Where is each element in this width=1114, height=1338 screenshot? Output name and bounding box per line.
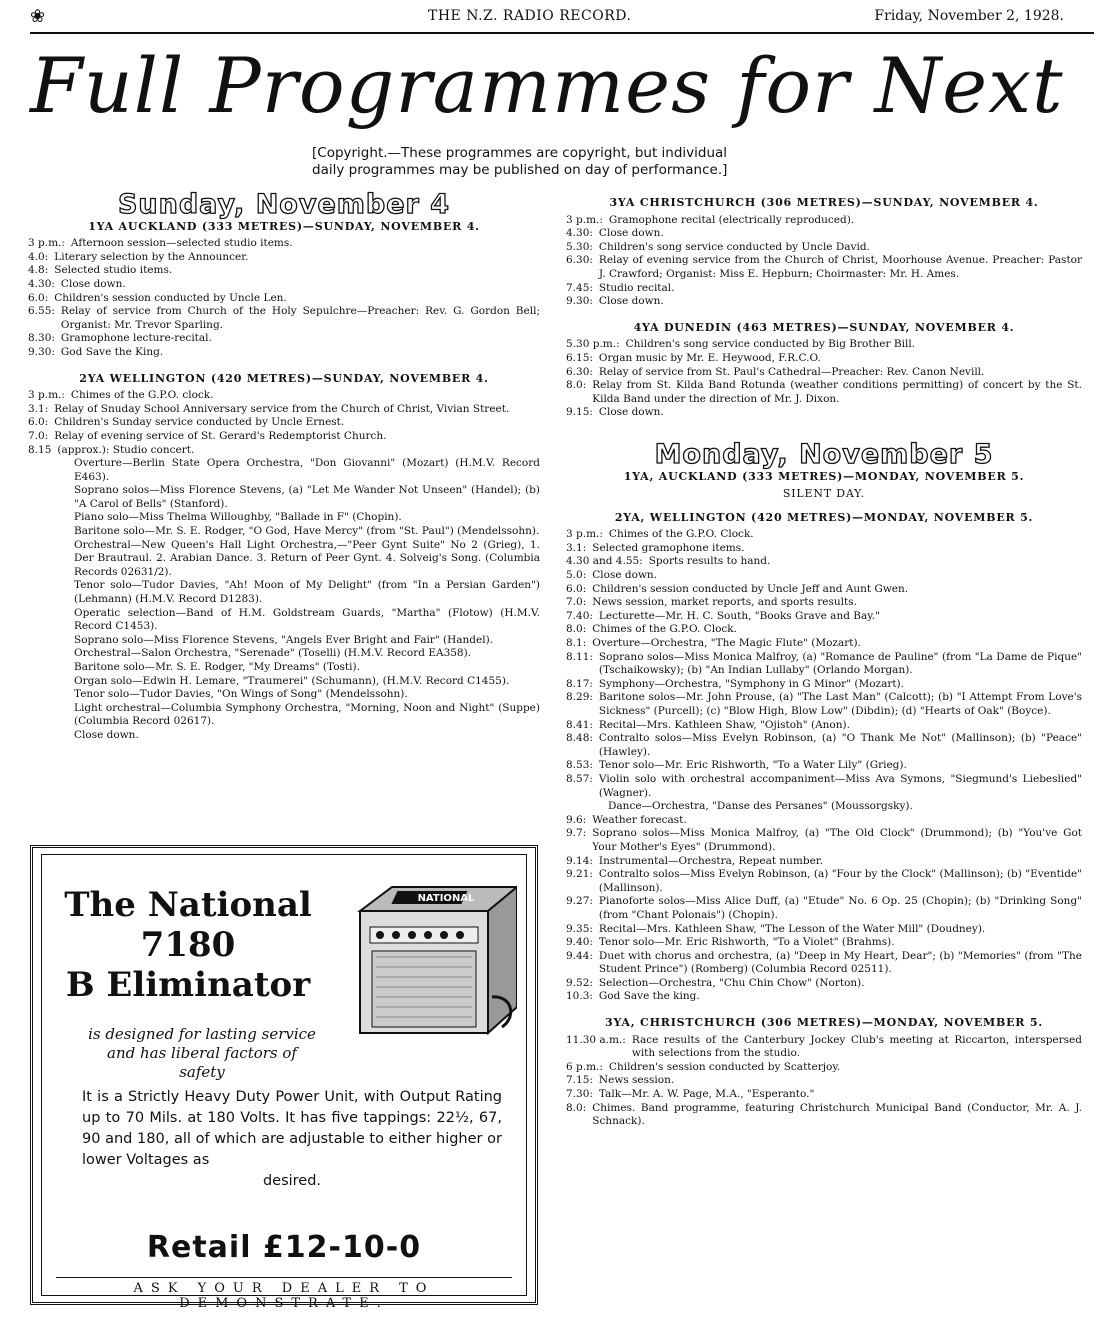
- ad-footer: ASK YOUR DEALER TO DEMONSTRATE.: [133, 1281, 435, 1311]
- programme-description: Children's song service conducted by Big Brother Bill.: [625, 338, 916, 351]
- programme-item: [566, 528, 1082, 542]
- programme-description: Pianoforte solos—Miss Alice Duff, (a) "Etude" No. 6 Op. 25 (Chopin); (b) "Drinking Song" (from "Chant Polonais") (Chopin).: [598, 895, 1082, 921]
- programme-time: 4.30:: [566, 227, 593, 240]
- programme-time: 9.30:: [566, 295, 593, 308]
- programme-description: (approx.): Studio concert.: [57, 443, 195, 456]
- programme-item: [566, 610, 1082, 624]
- programme-description: Relay of service from St. Paul's Cathedral—Preacher: Rev. Canon Nevill.: [598, 365, 985, 378]
- programme-description: News session.: [598, 1074, 675, 1087]
- concert-item: Light orchestral—Columbia Symphony Orchestra, "Morning, Noon and Night" (Suppe) (Columbia Record 02617).: [74, 701, 540, 728]
- programme-description: Relay of evening service of St. Gerard's Redemptorist Church.: [54, 429, 387, 442]
- programme-time: 3 p.m.:: [566, 528, 603, 541]
- programme-item: [566, 227, 1082, 241]
- programme-item: [566, 623, 1082, 637]
- programme-time: 4.30:: [28, 277, 55, 290]
- concert-item: Orchestral—Salon Orchestra, "Serenade" (Toselli) (H.M.V. Record EA358).: [74, 647, 472, 660]
- programme-time: 4.8:: [28, 264, 49, 277]
- programme-item: [566, 542, 1082, 556]
- masthead: THE N.Z. RADIO RECORD.: [428, 8, 632, 24]
- programme-time: 7.30:: [566, 1088, 593, 1101]
- programme-item: [566, 719, 1082, 733]
- programme-description: Organ music by Mr. E. Heywood, F.R.C.O.: [598, 351, 821, 364]
- station-1ya-sunday-title: 1YA AUCKLAND (333 METRES)—SUNDAY, NOVEMBER 4.: [88, 219, 480, 233]
- programme-time: 6.55:: [28, 305, 55, 318]
- advertisement-b-eliminator: [30, 845, 538, 1311]
- programme-description: Contralto solos—Miss Evelyn Robinson, (a) "O Thank Me Not" (Mallinson); (b) "Peace" (Hawley).: [598, 732, 1082, 758]
- programme-description: Close down.: [598, 227, 664, 240]
- programme-time: 8.53:: [566, 759, 593, 772]
- station-1ya-sunday-list: [28, 237, 540, 359]
- programme-time: 9.6:: [566, 813, 587, 826]
- station-3ya-sunday-title: 3YA CHRISTCHURCH (306 METRES)—SUNDAY, NOVEMBER 4.: [609, 196, 1039, 209]
- page-header: [30, 6, 1094, 28]
- programme-item: [566, 366, 1082, 380]
- programme-item: [566, 895, 1082, 922]
- ad-tagline-line-2: and has liberal factors of safety: [107, 1044, 297, 1081]
- programme-description: Studio recital.: [598, 281, 675, 294]
- programme-item: [566, 773, 1082, 800]
- header-rule: [30, 32, 1094, 34]
- programme-description: Lecturette—Mr. H. C. South, "Books Grave and Bay.": [598, 609, 880, 622]
- programme-time: 7.40:: [566, 609, 593, 622]
- programme-item: [28, 430, 540, 444]
- monday-heading: Monday, November 5: [654, 438, 994, 470]
- programme-item: [566, 800, 1082, 814]
- programme-item: [566, 827, 1082, 854]
- programme-description: Relay of evening service from the Church of Christ, Moorhouse Avenue. Preacher: Pastor J. Crawford; Organist: Miss E. Hepburn; Choirmaster: Mr. H. Ames.: [598, 254, 1082, 280]
- ad-body-text: It is a Strictly Heavy Duty Power Unit, with Output Rating up to 70 Mils. at 180 Volts. It has five tappings: 22½, 67, 90 and 180, all of which are adjustable to either higher or lower Voltages as: [82, 1089, 502, 1168]
- programme-time: 8.30:: [28, 332, 55, 345]
- right-column: [566, 196, 1082, 1129]
- programme-item: [566, 1088, 1082, 1102]
- programme-time: 6.0:: [566, 582, 587, 595]
- station-3ya-sunday-list: [566, 214, 1082, 309]
- programme-item: [566, 936, 1082, 950]
- programme-time: 5.30 p.m.:: [566, 338, 620, 351]
- programme-time: 5.30:: [566, 240, 593, 253]
- programme-item: [566, 282, 1082, 296]
- programme-time: 9.40:: [566, 936, 593, 949]
- concert-item: Baritone solo—Mr. S. E. Rodger, "O God, Have Mercy" (from "St. Paul") (Mendelssohn).: [74, 525, 540, 538]
- programme-time: 6.30:: [566, 365, 593, 378]
- programme-description: Contralto solos—Miss Evelyn Robinson, (a) "Four by the Clock" (Mallinson); (b) "Eventide" (Mallinson).: [598, 868, 1082, 894]
- programme-time: 8.1:: [566, 637, 587, 650]
- programme-item: [566, 596, 1082, 610]
- ad-body: [82, 1087, 502, 1192]
- sunday-heading: Sunday, November 4: [117, 189, 451, 220]
- station-4ya-sunday-title: 4YA DUNEDIN (463 METRES)—SUNDAY, NOVEMBER 4.: [633, 320, 1015, 334]
- ad-divider: [56, 1277, 512, 1278]
- programme-item: [28, 332, 540, 346]
- programme-item: [566, 295, 1082, 309]
- programme-item: [28, 237, 540, 251]
- ad-title-line-2: 7180: [140, 925, 236, 965]
- programme-time: 4.0:: [28, 250, 49, 263]
- ad-tagline: [82, 1025, 322, 1082]
- programme-description: Baritone solos—Mr. John Prouse, (a) "The Last Man" (Calcott); (b) "I Attempt From Love's Sickness" (Purcell); (c) "Blow High, Blow Low" (Dibdin); (d) "Hearts of Oak" (Boyce).: [598, 691, 1082, 717]
- programme-description: God Save the king.: [598, 990, 700, 1003]
- programme-description: News session, market reports, and sports results.: [592, 596, 857, 609]
- programme-time: 10.3:: [566, 990, 593, 1003]
- programme-description: Sports results to hand.: [648, 555, 771, 568]
- ad-radio-label: NATIONAL: [417, 893, 475, 904]
- logo-icon: ❀: [30, 6, 46, 27]
- programme-description: Relay from St. Kilda Band Rotunda (weather conditions permitting) of concert by the St. Kilda Band under the direction of Mr. J. Dixon.: [592, 379, 1082, 405]
- concert-item: Piano solo—Miss Thelma Willoughby, "Ballade in F" (Chopin).: [74, 511, 402, 524]
- programme-item: [566, 1061, 1082, 1075]
- programme-time: 3 p.m.:: [28, 237, 65, 250]
- programme-description: Chimes of the G.P.O. Clock.: [608, 528, 754, 541]
- programme-item: [28, 305, 540, 332]
- station-4ya-sunday-list: [566, 338, 1082, 420]
- ad-title-line-3: B Eliminator: [65, 965, 311, 1005]
- programme-description: Dance—Orchestra, "Danse des Persanes" (Moussorgsky).: [608, 800, 913, 813]
- ad-price: Retail £12-10-0: [146, 1230, 422, 1265]
- programme-description: Duet with chorus and orchestra, (a) "Deep in My Heart, Dear"; (b) "Memories" (from "The Student Prince") (Romberg) (Columbia Record 02511).: [598, 949, 1082, 976]
- programme-item: [566, 583, 1082, 597]
- programme-description: Gramophone lecture-recital.: [60, 332, 212, 345]
- station-1ya-monday-note: SILENT DAY.: [782, 487, 866, 501]
- programme-description: Close down.: [60, 277, 126, 290]
- programme-item: [28, 251, 540, 265]
- programme-item: [566, 977, 1082, 991]
- programme-time: 8.41:: [566, 718, 593, 731]
- programme-time: 8.11:: [566, 650, 593, 663]
- programme-description: Children's session conducted by Uncle Len.: [54, 291, 287, 304]
- programme-description: Soprano solos—Miss Monica Malfroy, (a) "The Old Clock" (Drummond); (b) "You've Got Your Mother's Eyes" (Drummond).: [592, 827, 1082, 853]
- programme-time: 8.29:: [566, 691, 593, 704]
- concert-item: Tenor solo—Tudor Davies, "Ah! Moon of My Delight" (from "In a Persian Garden") (Lehmann) (H.M.V. Record D1283).: [74, 579, 540, 606]
- programme-time: 9.30:: [28, 345, 55, 358]
- programme-time: 7.15:: [566, 1074, 593, 1087]
- programme-description: Talk—Mr. A. W. Page, M.A., "Esperanto.": [598, 1088, 815, 1101]
- programme-item: [566, 855, 1082, 869]
- programme-item: [566, 406, 1082, 420]
- programme-item: [566, 1074, 1082, 1088]
- ad-title: [58, 885, 318, 1005]
- programme-description: Tenor solo—Mr. Eric Rishworth, "To a Water Lily" (Grieg).: [598, 759, 907, 772]
- programme-time: 3.1:: [28, 402, 49, 415]
- programme-description: Relay of Snuday School Anniversary service from the Church of Christ, Vivian Street.: [54, 402, 510, 415]
- programme-time: 9.27:: [566, 895, 593, 908]
- programme-time: 8.0:: [566, 379, 587, 392]
- programme-time: [566, 800, 608, 814]
- programme-item: [566, 814, 1082, 828]
- programme-item: [566, 651, 1082, 678]
- programme-item: [28, 403, 540, 417]
- programme-time: 3.1:: [566, 541, 587, 554]
- station-2ya-sunday-title: 2YA WELLINGTON (420 METRES)—SUNDAY, NOVEMBER 4.: [79, 371, 489, 385]
- page-headline: Full Programmes for Next: [30, 41, 1064, 130]
- programme-item: [566, 569, 1082, 583]
- programme-item: [566, 1034, 1082, 1061]
- programme-time: 6.0:: [28, 416, 49, 429]
- programme-description: Children's session conducted by Uncle Jeff and Aunt Gwen.: [592, 582, 909, 595]
- programme-item: [566, 338, 1082, 352]
- programme-description: Children's song service conducted by Uncle David.: [598, 240, 870, 253]
- programme-item: [566, 868, 1082, 895]
- programme-time: 5.0:: [566, 569, 587, 582]
- programme-time: 4.30 and 4.55:: [566, 555, 643, 568]
- programme-description: Children's Sunday service conducted by Uncle Ernest.: [54, 416, 345, 429]
- programme-time: 8.0:: [566, 623, 587, 636]
- programme-description: Instrumental—Orchestra, Repeat number.: [598, 854, 824, 867]
- programme-item: [566, 923, 1082, 937]
- programme-item: [28, 444, 540, 458]
- programme-description: Close down.: [592, 569, 658, 582]
- programme-description: Literary selection by the Announcer.: [54, 250, 249, 263]
- copyright-line-1: [Copyright.—These programmes are copyright, but individual: [312, 145, 728, 161]
- concert-item: Close down.: [74, 728, 139, 741]
- programme-time: 8.17:: [566, 677, 593, 690]
- programme-description: Symphony—Orchestra, "Symphony in G Minor" (Mozart).: [598, 677, 904, 690]
- programme-item: [566, 254, 1082, 281]
- programme-description: Soprano solos—Miss Monica Malfroy, (a) "Romance de Pauline" (from "La Dame de Pique" (Tschaikowsky); (b) "An Indian Lullaby" (Orlando Morgan).: [598, 650, 1082, 677]
- programme-time: 9.15:: [566, 406, 593, 419]
- left-column: [28, 189, 540, 743]
- programme-time: 6.15:: [566, 351, 593, 364]
- programme-time: 7.0:: [566, 596, 587, 609]
- programme-item: [566, 241, 1082, 255]
- programme-item: [566, 637, 1082, 651]
- programme-description: Chimes of the G.P.O. clock.: [70, 389, 214, 402]
- ad-body-end: desired.: [262, 1173, 322, 1189]
- programme-item: [566, 732, 1082, 759]
- ad-inner-frame: [41, 854, 527, 1311]
- programme-description: Relay of service from Church of the Holy Sepulchre—Preacher: Rev. G. Gordon Bell; Organist: Mr. Trevor Sparling.: [60, 305, 540, 331]
- programme-description: Chimes of the G.P.O. Clock.: [592, 623, 737, 636]
- programme-time: 6 p.m.:: [566, 1060, 603, 1073]
- programme-description: Recital—Mrs. Kathleen Shaw, "The Lesson of the Water Mill" (Doudney).: [598, 922, 986, 935]
- station-2ya-sunday-concert: [28, 457, 540, 742]
- concert-item: Baritone solo—Mr. S. E. Rodger, "My Dreams" (Tosti).: [74, 661, 360, 673]
- programme-description: God Save the King.: [60, 345, 164, 358]
- station-2ya-monday-title: 2YA, WELLINGTON (420 METRES)—MONDAY, NOVEMBER 5.: [614, 510, 1034, 524]
- programme-item: [566, 214, 1082, 228]
- programme-item: [566, 990, 1082, 1004]
- ad-title-line-1: The National: [64, 885, 312, 925]
- programme-description: Weather forecast.: [592, 813, 687, 826]
- station-1ya-monday-title: 1YA, AUCKLAND (333 METRES)—MONDAY, NOVEMBER 5.: [623, 469, 1025, 483]
- programme-item: [28, 292, 540, 306]
- station-3ya-monday-list: [566, 1034, 1082, 1129]
- programme-time: 3 p.m.:: [28, 389, 65, 402]
- programme-time: 7.45:: [566, 281, 593, 294]
- programme-item: [566, 691, 1082, 718]
- programme-item: [566, 1102, 1082, 1129]
- programme-item: [28, 389, 540, 403]
- programme-time: 6.30:: [566, 254, 593, 267]
- concert-item: Operatic selection—Band of H.M. Goldstream Guards, "Martha" (Flotow) (H.M.V. Record C1453).: [74, 606, 540, 633]
- programme-description: Close down.: [598, 295, 664, 308]
- programme-time: 8.0:: [566, 1101, 587, 1114]
- programme-item: [28, 264, 540, 278]
- copyright-notice: [312, 145, 812, 179]
- programme-description: Chimes. Band programme, featuring Christchurch Municipal Band (Conductor, Mr. A. J. Schnack).: [592, 1101, 1082, 1128]
- programme-description: Afternoon session—selected studio items.: [70, 237, 293, 250]
- programme-description: Violin solo with orchestral accompaniment—Miss Ava Symons, "Siegmund's Liebeslied" (Wagner).: [598, 772, 1082, 799]
- programme-description: Recital—Mrs. Kathleen Shaw, "Ojistoh" (Anon).: [598, 718, 850, 731]
- programme-item: [566, 352, 1082, 366]
- programme-time: 3 p.m.:: [566, 213, 603, 226]
- b-eliminator-radio-icon: [352, 877, 517, 1042]
- programme-time: 11.30 a.m.:: [566, 1033, 626, 1046]
- programme-description: Close down.: [598, 406, 664, 419]
- programme-item: [566, 379, 1082, 406]
- programme-time: 9.52:: [566, 976, 593, 989]
- programme-time: 8.48:: [566, 732, 593, 745]
- concert-item: Soprano solo—Miss Florence Stevens, "Angels Ever Bright and Fair" (Handel).: [74, 633, 494, 646]
- programme-time: 8.57:: [566, 772, 593, 785]
- concert-item: Orchestral—New Queen's Hall Light Orchestra,—"Peer Gynt Suite" No 2 (Grieg), 1. Der Brautraul. 2. Arabian Dance. 3. Return of Peer Gynt. 4. Solveig's Song. (Columbia Records 02631/2).: [74, 538, 540, 578]
- programme-description: Selected studio items.: [54, 264, 173, 277]
- concert-item: Soprano solos—Miss Florence Stevens, (a) "Let Me Wander Not Unseen" (Handel); (b) "A Carol of Bells" (Stanford).: [74, 484, 540, 510]
- ad-tagline-line-1: is designed for lasting service: [88, 1025, 316, 1043]
- programme-description: Race results of the Canterbury Jockey Club's meeting at Riccarton, interspersed with selections from the studio.: [631, 1033, 1082, 1060]
- programme-time: 9.21:: [566, 868, 593, 881]
- programme-time: 9.14:: [566, 854, 593, 867]
- programme-item: [28, 416, 540, 430]
- programme-description: Tenor solo—Mr. Eric Rishworth, "To a Violet" (Brahms).: [598, 936, 895, 949]
- programme-item: [566, 950, 1082, 977]
- programme-item: [566, 759, 1082, 773]
- programme-description: Gramophone recital (electrically reproduced).: [608, 213, 855, 226]
- programme-description: Selection—Orchestra, "Chu Chin Chow" (Norton).: [598, 976, 865, 989]
- programme-time: 7.0:: [28, 429, 49, 442]
- concert-item: Organ solo—Edwin H. Lemare, "Traumerei" (Schumann), (H.M.V. Record C1455).: [74, 674, 510, 687]
- programme-time: 9.35:: [566, 922, 593, 935]
- concert-item: Overture—Berlin State Opera Orchestra, "Don Giovanni" (Mozart) (H.M.V. Record E463).: [74, 457, 540, 483]
- programme-time: 6.0:: [28, 291, 49, 304]
- programme-description: Children's session conducted by Scatterjoy.: [608, 1060, 841, 1073]
- programme-description: Selected gramophone items.: [592, 541, 745, 554]
- programme-item: [28, 346, 540, 360]
- programme-item: [566, 678, 1082, 692]
- copyright-line-2: daily programmes may be published on day of performance.]: [312, 162, 728, 178]
- issue-date: Friday, November 2, 1928.: [874, 8, 1064, 24]
- programme-time: 9.7:: [566, 827, 587, 840]
- programme-item: [28, 278, 540, 292]
- programme-time: 9.44:: [566, 949, 593, 962]
- programme-description: Overture—Orchestra, "The Magic Flute" (Mozart).: [592, 637, 861, 650]
- station-2ya-sunday-list: [28, 389, 540, 457]
- station-2ya-monday-list: [566, 528, 1082, 1004]
- programme-time: 8.15: [28, 443, 52, 456]
- concert-item: Tenor solo—Tudor Davies, "On Wings of Song" (Mendelssohn).: [74, 688, 408, 701]
- station-3ya-monday-title: 3YA, CHRISTCHURCH (306 METRES)—MONDAY, NOVEMBER 5.: [605, 1016, 1043, 1030]
- programme-item: [566, 555, 1082, 569]
